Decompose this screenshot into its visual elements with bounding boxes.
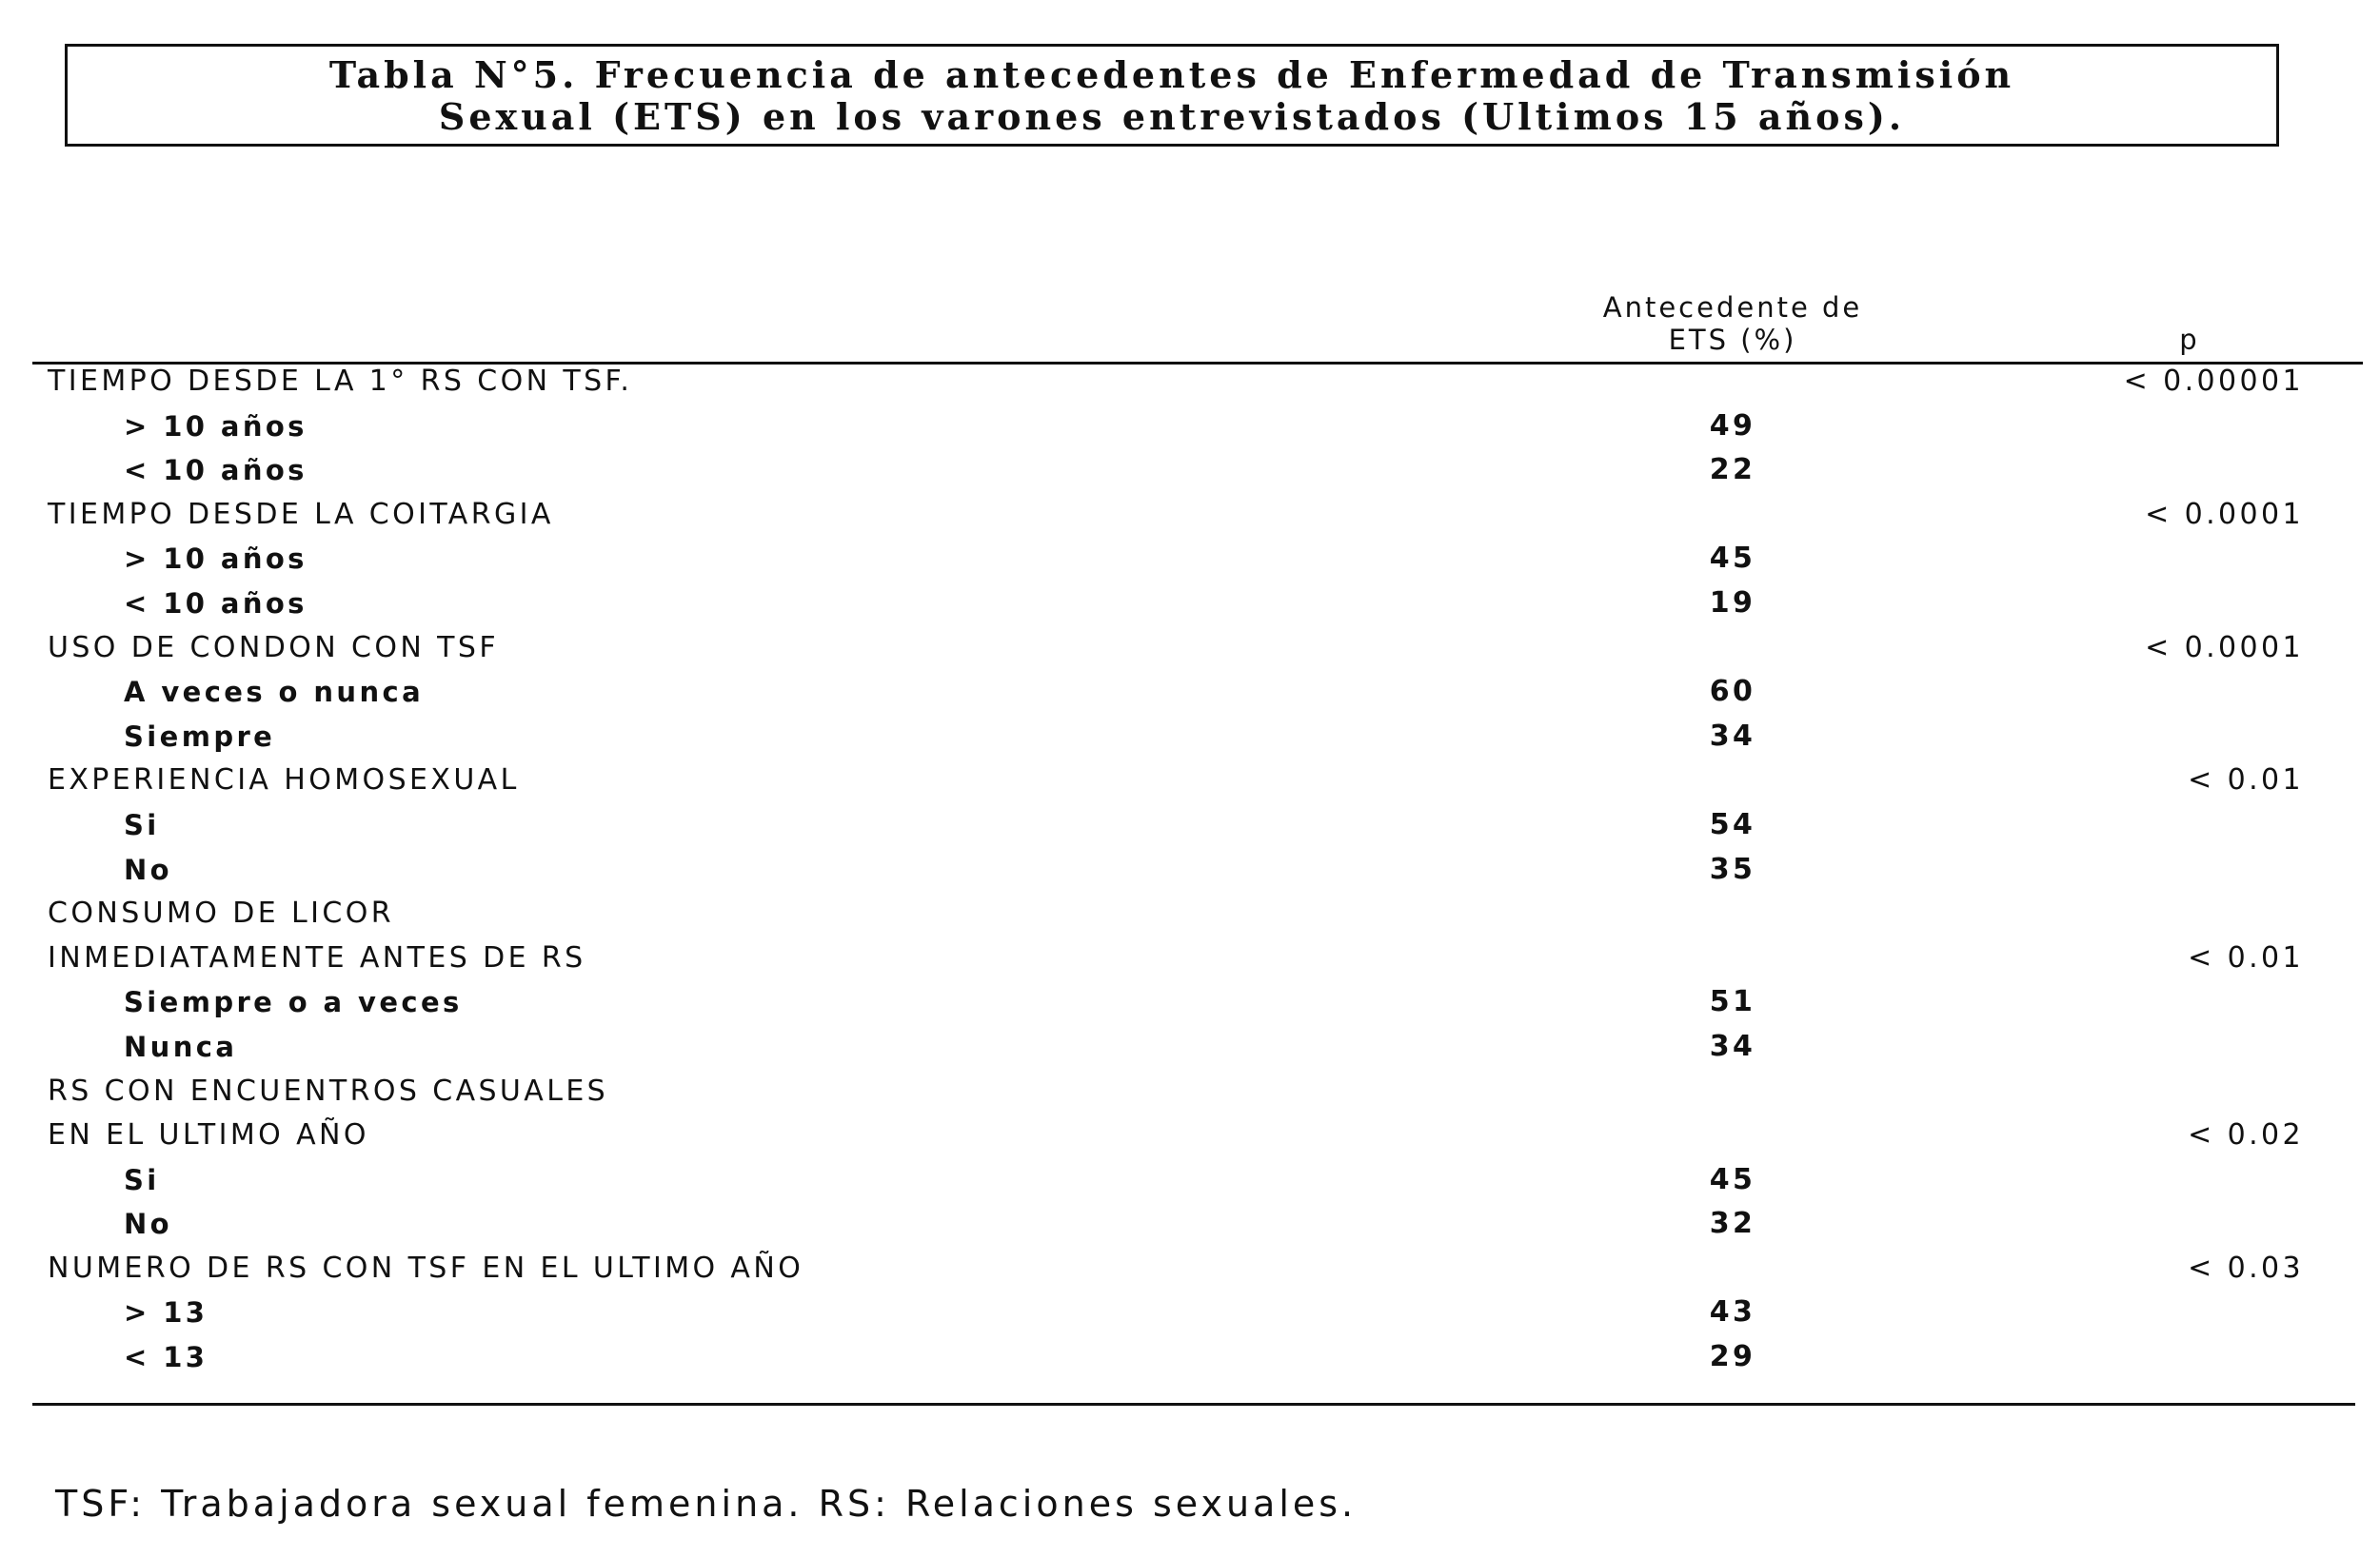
row-ets-value: 60 — [1709, 675, 1756, 709]
table-row-10 — [0, 803, 2380, 848]
row-label: A veces o nunca — [124, 676, 425, 709]
table-row-1 — [0, 404, 2380, 449]
column-header-p: p — [2179, 324, 2200, 356]
table-row-19 — [0, 1202, 2380, 1247]
row-label: EXPERIENCIA HOMOSEXUAL — [48, 763, 520, 798]
row-p-value: < 0.0001 — [2145, 630, 2304, 664]
row-label: Si — [124, 1163, 160, 1196]
row-label: < 10 años — [124, 586, 307, 620]
row-ets-value: 19 — [1709, 585, 1756, 620]
table-title-line-1: Tabla N°5. Frecuencia de antecedentes de Enfermedad de Transmisión — [328, 53, 2015, 96]
row-ets-value: 45 — [1709, 542, 1756, 576]
table-title-line-2: Sexual (ETS) en los varones entrevistados (Ultimos 15 años). — [438, 95, 1906, 138]
column-header-ets-line-1: Antecedente de — [1602, 291, 1863, 324]
table-row-22 — [0, 1335, 2380, 1380]
table-row-2 — [0, 448, 2380, 493]
row-label: CONSUMO DE LICOR — [48, 897, 394, 931]
column-header-ets-line-2: ETS (%) — [1668, 324, 1797, 356]
row-ets-value: 45 — [1709, 1162, 1756, 1196]
table-row-0 — [0, 360, 2380, 404]
table-row-14 — [0, 980, 2380, 1025]
table-row-12 — [0, 892, 2380, 937]
row-p-value: < 0.0001 — [2145, 497, 2304, 531]
row-p-value: < 0.01 — [2188, 940, 2304, 975]
row-label: TIEMPO DESDE LA COITARGIA — [48, 497, 554, 531]
row-label: < 13 — [124, 1341, 208, 1374]
table-title-box — [65, 44, 2279, 147]
row-label: USO DE CONDON CON TSF — [48, 630, 499, 664]
row-ets-value: 43 — [1709, 1295, 1756, 1330]
row-ets-value: 29 — [1709, 1340, 1756, 1374]
row-p-value: < 0.00001 — [2123, 365, 2304, 398]
table-row-18 — [0, 1158, 2380, 1203]
row-label: Siempre o a veces — [124, 986, 463, 1019]
footnote: TSF: Trabajadora sexual femenina. RS: Relaciones sexuales. — [55, 1483, 1358, 1525]
row-label: INMEDIATAMENTE ANTES DE RS — [48, 940, 586, 975]
row-ets-value: 32 — [1709, 1207, 1756, 1241]
row-ets-value: 34 — [1709, 1029, 1756, 1063]
row-label: TIEMPO DESDE LA 1° RS CON TSF. — [48, 365, 633, 398]
table-row-17 — [0, 1114, 2380, 1158]
table-row-8 — [0, 715, 2380, 759]
row-p-value: < 0.03 — [2188, 1251, 2304, 1285]
row-ets-value: 49 — [1709, 408, 1756, 443]
row-label: < 10 años — [124, 454, 307, 487]
row-ets-value: 34 — [1709, 719, 1756, 753]
table-row-21 — [0, 1291, 2380, 1335]
row-label: No — [124, 1208, 172, 1241]
table-row-9 — [0, 759, 2380, 803]
row-p-value: < 0.01 — [2188, 763, 2304, 798]
column-header-ets — [1495, 291, 1971, 356]
table-row-4 — [0, 537, 2380, 582]
row-ets-value: 35 — [1709, 852, 1756, 886]
row-label: RS CON ENCUENTROS CASUALES — [48, 1074, 609, 1108]
row-label: Nunca — [124, 1030, 238, 1063]
row-label: Siempre — [124, 720, 276, 753]
row-label: EN EL ULTIMO AÑO — [48, 1118, 369, 1153]
table-row-13 — [0, 937, 2380, 981]
row-label: > 13 — [124, 1296, 208, 1330]
row-label: > 10 años — [124, 542, 307, 576]
table-row-20 — [0, 1247, 2380, 1292]
row-label: > 10 años — [124, 409, 307, 443]
table-row-15 — [0, 1025, 2380, 1070]
table-bottom-rule — [32, 1403, 2355, 1406]
table-row-16 — [0, 1070, 2380, 1114]
table-body — [0, 360, 2380, 1380]
row-ets-value: 51 — [1709, 985, 1756, 1019]
row-ets-value: 54 — [1709, 807, 1756, 841]
table-row-6 — [0, 626, 2380, 671]
row-p-value: < 0.02 — [2188, 1118, 2304, 1153]
row-ets-value: 22 — [1709, 453, 1756, 487]
row-label: NUMERO DE RS CON TSF EN EL ULTIMO AÑO — [48, 1251, 804, 1285]
row-label: Si — [124, 808, 160, 841]
table-row-5 — [0, 582, 2380, 626]
table-row-3 — [0, 493, 2380, 538]
table-row-7 — [0, 670, 2380, 715]
row-label: No — [124, 853, 172, 886]
table-row-11 — [0, 848, 2380, 893]
